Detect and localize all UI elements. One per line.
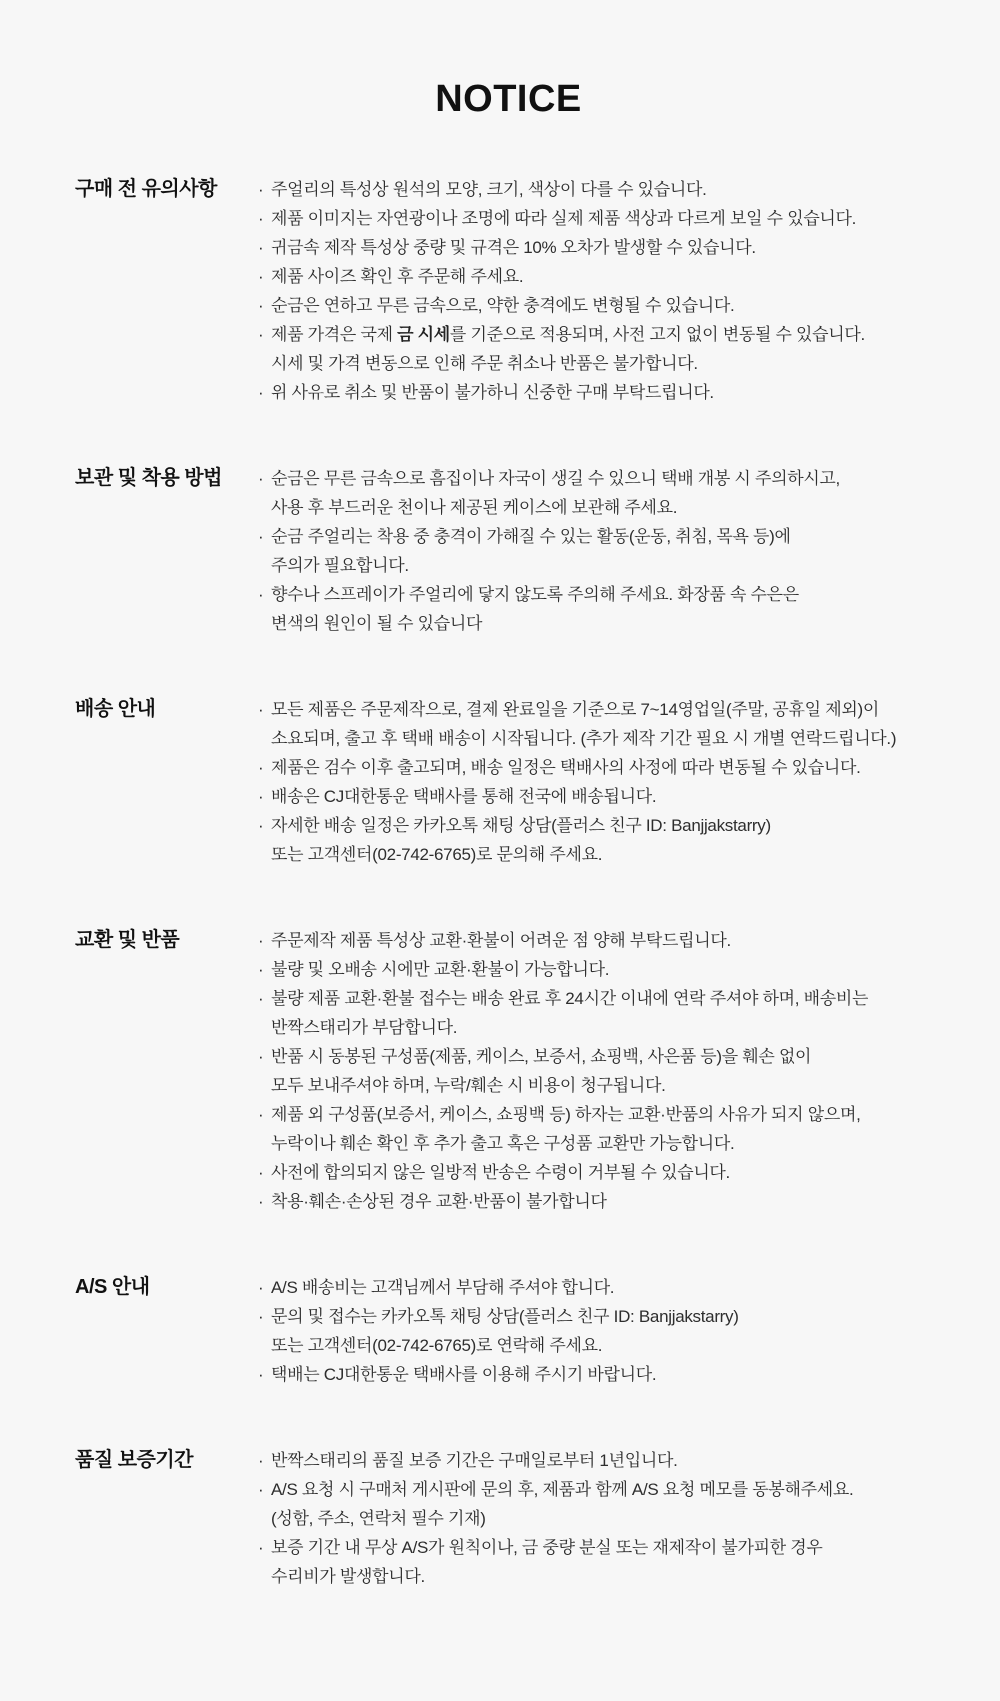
notice-line bbox=[258, 320, 942, 349]
text: 제품 사이즈 확인 후 주문해 주세요. bbox=[271, 267, 524, 286]
section-heading-purchase-notes: 구매 전 유의사항 bbox=[75, 178, 217, 200]
notice-line-text bbox=[271, 1475, 853, 1504]
notice-line bbox=[258, 1013, 942, 1042]
bullet-dot: · bbox=[258, 1163, 264, 1182]
notice-line bbox=[258, 522, 942, 551]
notice-line bbox=[258, 464, 942, 493]
bullet-dot: · bbox=[258, 1451, 264, 1470]
text: 제품은 검수 이후 출고되며, 배송 일정은 택배사의 사정에 따라 변동될 수 있습니다. bbox=[271, 758, 861, 777]
bullet-dot: · bbox=[258, 267, 264, 286]
bullet-dot: · bbox=[258, 960, 264, 979]
text: 수리비가 발생합니다. bbox=[271, 1567, 425, 1586]
bullet-dot: · bbox=[258, 787, 264, 806]
section-purchase-notes bbox=[75, 175, 942, 407]
notice-line bbox=[258, 1360, 942, 1389]
notice-line-text bbox=[271, 1331, 602, 1360]
notice-line bbox=[258, 609, 942, 638]
text: 위 사유로 취소 및 반품이 불가하니 신중한 구매 부탁드립니다. bbox=[271, 383, 714, 402]
bullet-dot bbox=[258, 551, 271, 580]
text: 배송은 CJ대한통운 택배사를 통해 전국에 배송됩니다. bbox=[271, 787, 657, 806]
text: 제품 외 구성품(보증서, 케이스, 쇼핑백 등) 하자는 교환·반품의 사유가 되지 않으며, bbox=[271, 1105, 861, 1124]
notice-line-text bbox=[271, 175, 707, 204]
text: 귀금속 제작 특성상 중량 및 규격은 10% 오차가 발생할 수 있습니다. bbox=[271, 238, 756, 257]
notice-line-text bbox=[271, 1042, 811, 1071]
notice-line-text bbox=[271, 291, 734, 320]
bullet-dot bbox=[258, 1331, 271, 1360]
text: 주의가 필요합니다. bbox=[271, 556, 409, 575]
text: A/S 요청 시 구매처 게시판에 문의 후, 제품과 함께 A/S 요청 메모를 동봉해주세요. bbox=[271, 1480, 854, 1499]
text: 시세 및 가격 변동으로 인해 주문 취소나 반품은 불가합니다. bbox=[271, 354, 698, 373]
notice-line bbox=[258, 175, 942, 204]
text: 제품 가격은 국제 bbox=[271, 325, 398, 344]
text: 불량 제품 교환·환불 접수는 배송 완료 후 24시간 이내에 연락 주셔야 하며, 배송비는 bbox=[271, 989, 869, 1008]
notice-line bbox=[258, 1042, 942, 1071]
bullet-dot bbox=[258, 1562, 271, 1591]
notice-line-text bbox=[271, 724, 896, 753]
section-body-shipping-info bbox=[258, 695, 942, 869]
bullet-dot: · bbox=[258, 527, 264, 546]
notice-line-text bbox=[271, 1504, 486, 1533]
section-body-exchange-return bbox=[258, 926, 942, 1216]
notice-line-text bbox=[271, 464, 840, 493]
text: 자세한 배송 일정은 카카오톡 채팅 상담(플러스 친구 ID: Banjjakstarry) bbox=[271, 816, 771, 835]
notice-line-text bbox=[271, 695, 879, 724]
text: 순금은 연하고 무른 금속으로, 약한 충격에도 변형될 수 있습니다. bbox=[271, 296, 735, 315]
bullet-dot: · bbox=[258, 585, 264, 604]
bullet-dot: · bbox=[258, 1307, 264, 1326]
text: 제품 이미지는 자연광이나 조명에 따라 실제 제품 색상과 다르게 보일 수 있습니다. bbox=[271, 209, 857, 228]
notice-line-text bbox=[271, 522, 791, 551]
section-shipping-info bbox=[75, 695, 942, 869]
notice-line-text bbox=[271, 233, 756, 262]
notice-line-text bbox=[271, 1071, 666, 1100]
bullet-dot bbox=[258, 724, 271, 753]
notice-line bbox=[258, 811, 942, 840]
notice-line-text bbox=[271, 580, 799, 609]
bullet-dot: · bbox=[258, 383, 264, 402]
notice-line bbox=[258, 349, 942, 378]
text: 순금은 무른 금속으로 흠집이나 자국이 생길 수 있으니 택배 개봉 시 주의하시고, bbox=[271, 469, 840, 488]
notice-line bbox=[258, 1562, 942, 1591]
notice-line bbox=[258, 1129, 942, 1158]
bold-text: 금 시세 bbox=[397, 325, 450, 344]
notice-line-text bbox=[271, 320, 865, 349]
notice-line-text bbox=[271, 926, 731, 955]
bullet-dot: · bbox=[258, 469, 264, 488]
notice-line-text bbox=[271, 1533, 823, 1562]
bullet-dot: · bbox=[258, 238, 264, 257]
notice-line bbox=[258, 1475, 942, 1504]
notice-line bbox=[258, 984, 942, 1013]
section-as-info bbox=[75, 1273, 942, 1389]
text: 사용 후 부드러운 천이나 제공된 케이스에 보관해 주세요. bbox=[271, 498, 678, 517]
text: 택배는 CJ대한통운 택배사를 이용해 주시기 바랍니다. bbox=[271, 1365, 657, 1384]
notice-line-text bbox=[271, 262, 523, 291]
notice-line-text bbox=[271, 1360, 656, 1389]
bullet-dot: · bbox=[258, 816, 264, 835]
notice-line bbox=[258, 1273, 942, 1302]
section-exchange-return bbox=[75, 926, 942, 1216]
text: 향수나 스프레이가 주얼리에 닿지 않도록 주의해 주세요. 화장품 속 수은은 bbox=[271, 585, 799, 604]
text: 사전에 합의되지 않은 일방적 반송은 수령이 거부될 수 있습니다. bbox=[271, 1163, 730, 1182]
section-heading-storage-wear: 보관 및 착용 방법 bbox=[75, 467, 222, 489]
notice-line-text bbox=[271, 609, 482, 638]
section-body-purchase-notes bbox=[258, 175, 942, 407]
notice-line bbox=[258, 378, 942, 407]
bullet-dot: · bbox=[258, 209, 264, 228]
notice-line-text bbox=[271, 782, 656, 811]
text: 누락이나 훼손 확인 후 추가 출고 혹은 구성품 교환만 가능합니다. bbox=[271, 1134, 735, 1153]
page-title: NOTICE bbox=[435, 78, 582, 120]
text: 주문제작 제품 특성상 교환·환불이 어려운 점 양해 부탁드립니다. bbox=[271, 931, 731, 950]
notice-line-text bbox=[271, 753, 861, 782]
bullet-dot bbox=[258, 1013, 271, 1042]
bullet-dot: · bbox=[258, 1365, 264, 1384]
notice-line bbox=[258, 204, 942, 233]
bullet-dot bbox=[258, 349, 271, 378]
bullet-dot bbox=[258, 493, 271, 522]
text: A/S 배송비는 고객님께서 부담해 주셔야 합니다. bbox=[271, 1278, 615, 1297]
notice-line-text bbox=[271, 551, 409, 580]
notice-line bbox=[258, 724, 942, 753]
notice-line-text bbox=[271, 349, 698, 378]
text: 문의 및 접수는 카카오톡 채팅 상담(플러스 친구 ID: Banjjakstarry) bbox=[271, 1307, 739, 1326]
notice-line bbox=[258, 1100, 942, 1129]
notice-line bbox=[258, 1302, 942, 1331]
bullet-dot: · bbox=[258, 296, 264, 315]
bullet-dot: · bbox=[258, 931, 264, 950]
notice-line bbox=[258, 291, 942, 320]
bullet-dot: · bbox=[258, 1278, 264, 1297]
bullet-dot bbox=[258, 609, 271, 638]
notice-line-text bbox=[271, 811, 771, 840]
notice-line-text bbox=[271, 1158, 730, 1187]
bullet-dot bbox=[258, 1504, 271, 1533]
notice-line-text bbox=[271, 1446, 678, 1475]
text: 순금 주얼리는 착용 중 충격이 가해질 수 있는 활동(운동, 취침, 목욕 등)에 bbox=[271, 527, 791, 546]
notice-line bbox=[258, 262, 942, 291]
notice-line bbox=[258, 1446, 942, 1475]
text: 반짝스태리의 품질 보증 기간은 구매일로부터 1년입니다. bbox=[271, 1451, 678, 1470]
bullet-dot bbox=[258, 1071, 271, 1100]
notice-line bbox=[258, 233, 942, 262]
bullet-dot: · bbox=[258, 1538, 264, 1557]
text: 불량 및 오배송 시에만 교환·환불이 가능합니다. bbox=[271, 960, 610, 979]
text: 를 기준으로 적용되며, 사전 고지 없이 변동될 수 있습니다. bbox=[449, 325, 865, 344]
notice-line-text bbox=[271, 1187, 607, 1216]
text: 반짝스태리가 부담합니다. bbox=[271, 1018, 458, 1037]
bullet-dot bbox=[258, 840, 271, 869]
text: 보증 기간 내 무상 A/S가 원칙이나, 금 중량 분실 또는 재제작이 불가피한 경우 bbox=[271, 1538, 823, 1557]
section-heading-as-info: A/S 안내 bbox=[75, 1276, 150, 1298]
notice-line bbox=[258, 1533, 942, 1562]
notice-line-text bbox=[271, 1562, 425, 1591]
bullet-dot: · bbox=[258, 1105, 264, 1124]
text: 또는 고객센터(02-742-6765)로 문의해 주세요. bbox=[271, 845, 603, 864]
notice-line-text bbox=[271, 1129, 734, 1158]
bullet-dot: · bbox=[258, 700, 264, 719]
text: 주얼리의 특성상 원석의 모양, 크기, 색상이 다를 수 있습니다. bbox=[271, 180, 707, 199]
section-body-storage-wear bbox=[258, 464, 942, 638]
notice-line bbox=[258, 955, 942, 984]
notice-sections bbox=[75, 175, 942, 1591]
text: 변색의 원인이 될 수 있습니다 bbox=[271, 614, 483, 633]
notice-line-text bbox=[271, 955, 609, 984]
notice-line bbox=[258, 551, 942, 580]
notice-line bbox=[258, 753, 942, 782]
notice-line-text bbox=[271, 1302, 739, 1331]
section-body-warranty-period bbox=[258, 1446, 942, 1591]
text: 반품 시 동봉된 구성품(제품, 케이스, 보증서, 쇼핑백, 사은품 등)을 훼손 없이 bbox=[271, 1047, 812, 1066]
bullet-dot bbox=[258, 1129, 271, 1158]
notice-line-text bbox=[271, 378, 714, 407]
notice-line bbox=[258, 1187, 942, 1216]
notice-line bbox=[258, 493, 942, 522]
bullet-dot: · bbox=[258, 1480, 264, 1499]
notice-line bbox=[258, 695, 942, 724]
notice-line bbox=[258, 1158, 942, 1187]
section-heading-shipping-info: 배송 안내 bbox=[75, 698, 156, 720]
text: 착용·훼손·손상된 경우 교환·반품이 불가합니다 bbox=[271, 1192, 607, 1211]
notice-line bbox=[258, 580, 942, 609]
notice-line-text bbox=[271, 1013, 457, 1042]
section-body-as-info bbox=[258, 1273, 942, 1389]
notice-line bbox=[258, 1331, 942, 1360]
bullet-dot: · bbox=[258, 1047, 264, 1066]
notice-line-text bbox=[271, 840, 602, 869]
notice-line bbox=[258, 782, 942, 811]
text: 또는 고객센터(02-742-6765)로 연락해 주세요. bbox=[271, 1336, 603, 1355]
section-storage-wear bbox=[75, 464, 942, 638]
notice-line bbox=[258, 1504, 942, 1533]
notice-line bbox=[258, 926, 942, 955]
text: 소요되며, 출고 후 택배 배송이 시작됩니다. (추가 제작 기간 필요 시 개별 연락드립니다.) bbox=[271, 729, 897, 748]
bullet-dot: · bbox=[258, 180, 264, 199]
text: (성함, 주소, 연락처 필수 기재) bbox=[271, 1509, 486, 1528]
notice-line bbox=[258, 1071, 942, 1100]
bullet-dot: · bbox=[258, 1192, 264, 1211]
notice-line-text bbox=[271, 1273, 614, 1302]
bullet-dot: · bbox=[258, 758, 264, 777]
section-heading-exchange-return: 교환 및 반품 bbox=[75, 929, 180, 951]
section-warranty-period bbox=[75, 1446, 942, 1591]
notice-line-text bbox=[271, 1100, 861, 1129]
notice-line-text bbox=[271, 493, 677, 522]
text: 모두 보내주셔야 하며, 누락/훼손 시 비용이 청구됩니다. bbox=[271, 1076, 666, 1095]
notice-line-text bbox=[271, 204, 856, 233]
notice-line-text bbox=[271, 984, 868, 1013]
notice-line bbox=[258, 840, 942, 869]
bullet-dot: · bbox=[258, 325, 264, 344]
bullet-dot: · bbox=[258, 989, 264, 1008]
text: 모든 제품은 주문제작으로, 결제 완료일을 기준으로 7~14영업일(주말, 공휴일 제외)이 bbox=[271, 700, 879, 719]
section-heading-warranty-period: 품질 보증기간 bbox=[75, 1449, 193, 1471]
